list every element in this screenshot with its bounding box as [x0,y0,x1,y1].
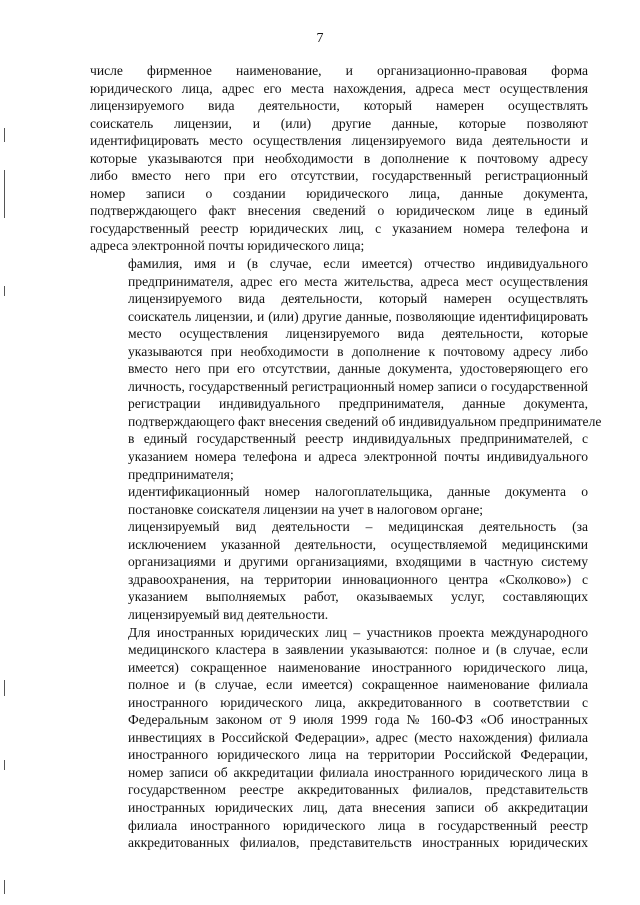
text-line: личность, государственный регистрационный номер записи о государственной [128,378,588,394]
text-line: которые указываются при необходимости в дополнение к почтовому адресу [90,150,588,166]
text-line: подтверждающего факт внесения сведений о юридическом лице в единый [90,203,588,219]
text-line: аккредитованных филиалов, представительств иностранных юридических [128,835,588,851]
margin-mark [4,760,5,770]
text-line: фамилия, имя и (в случае, если имеется) отчество индивидуального [128,256,588,272]
text-line: медицинского кластера в заявлении указываются: полное и (в случае, если [128,642,588,658]
text-line: указанием выполняемых работ, оказываемых услуг, составляющих [128,589,588,605]
text-line: номер записи об аккредитации филиала иностранного юридического лица в [128,764,588,780]
paragraph [90,483,588,518]
text-line: организациями и другими организациями, входящими в частную систему [128,554,588,570]
margin-mark [4,128,5,142]
text-line: предпринимателя; [128,466,234,482]
text-line: в единый государственный реестр индивидуальных предпринимателей, с [128,431,588,447]
text-line: соискатель лицензии, и (или) другие данные, которые позволяют [90,115,588,131]
text-line: указываются при необходимости в дополнение к почтовому адресу либо [128,343,588,359]
text-line: имеется) сокращенное наименование иностранного юридического лица, [128,659,588,675]
text-line: лицензируемого вида деятельности, который намерен осуществлять [90,98,588,114]
text-line: инвестициях в Российской Федерации», адрес (место нахождения) филиала [128,729,588,745]
page-number: 7 [316,31,324,46]
text-line: либо вместо него при его отсутствии, государственный регистрационный [90,168,588,184]
paragraph [90,62,588,255]
paragraph [90,624,588,852]
margin-mark [4,170,5,218]
body-text [90,62,602,852]
text-line: филиала иностранного юридического лица в государственный реестр [128,817,588,833]
text-line: номер записи о создании юридического лица, данные документа, [90,185,588,201]
text-line: лицензируемый вид деятельности. [128,606,329,622]
margin-mark [4,880,5,894]
text-line: подтверждающего факт внесения сведений об индивидуальном предпринимателе [128,413,602,429]
text-line: постановке соискателя лицензии на учет в налоговом органе; [128,501,484,517]
text-line: вместо него при его отсутствии, данные документа, удостоверяющего его [128,361,588,377]
text-line: числе фирменное наименование, и организационно-правовая форма [90,63,588,78]
text-line: государственный реестр юридических лиц, с указанием номера телефона и [90,220,588,236]
text-line: иностранного юридического лица, аккредитованного в соответствии с [128,694,588,710]
text-line: лицензируемый вид деятельности – медицинская деятельность (за [128,519,588,535]
text-line: адреса электронной почты юридического лица; [90,238,365,254]
text-line: полное и (в случае, если имеется) сокращенное наименование филиала [128,677,588,693]
text-line: здравоохранения, на территории инновационного центра «Сколково») с [128,571,588,587]
text-line: лицензируемого вида деятельности, который намерен осуществлять [128,291,588,307]
text-line: иностранного юридического лица на территории Российской Федерации, [128,747,588,763]
text-line: соискатель лицензии, и (или) другие данные, позволяющие идентифицировать [128,308,588,324]
text-line: иностранных юридических лиц, дата внесения записи об аккредитации [128,799,588,815]
text-line: указанием номера телефона и адреса электронной почты индивидуального [128,449,588,465]
text-line: Федеральным законом от 9 июля 1999 года № 160-ФЗ «Об иностранных [128,712,588,728]
text-line: исключением указанной деятельности, осуществляемой медицинскими [128,536,588,552]
text-line: предпринимателя, адрес его места жительства, адреса мест осуществления [128,273,588,289]
paragraph [90,255,602,483]
text-line: идентифицировать место осуществления лицензируемого вида деятельности и [90,133,588,149]
text-line: юридического лица, адрес его места нахождения, адреса мест осуществления [90,80,588,96]
text-line: Для иностранных юридических лиц – участников проекта международного [128,624,588,640]
text-line: место осуществления лицензируемого вида деятельности, которые [128,326,588,342]
text-line: государственном реестре аккредитованных филиалов, представительств [128,782,588,798]
margin-mark [4,680,5,696]
text-line: идентификационный номер налогоплательщика, данные документа о [128,484,588,500]
margin-mark [4,286,5,296]
text-line: регистрации индивидуального предпринимателя, данные документа, [128,396,588,412]
paragraph [90,518,588,623]
